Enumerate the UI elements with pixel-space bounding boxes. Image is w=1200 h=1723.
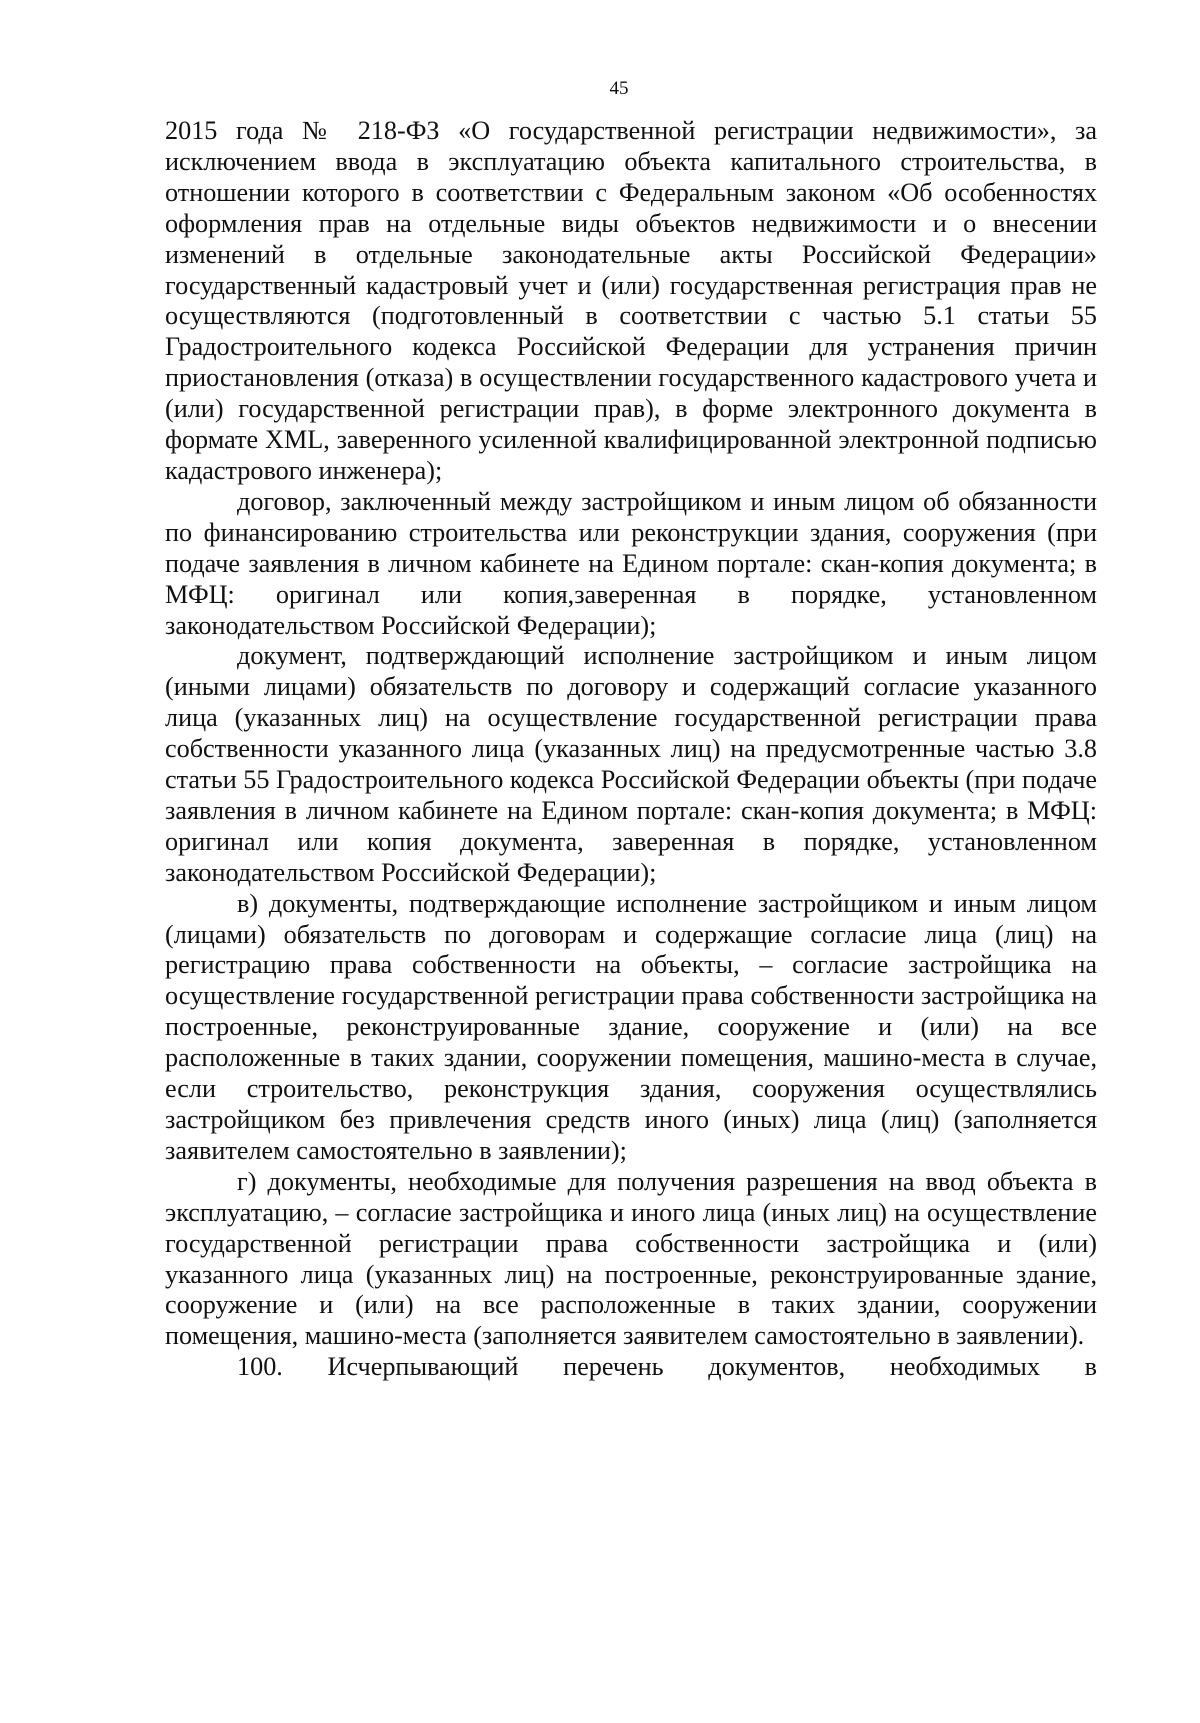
paragraph-document-confirmation: документ, подтверждающий исполнение застройщиком и иным лицом (иными лицами) обязательств по договору и содержащий согласие указанного лица (указанных лиц) на осуществление государственной регистрации права собственности указанного лица (указанных лиц) на предусмотренные частью 3.8 статьи 55 Градостроительного кодекса Российской Федерации объекты (при подаче заявления в личном кабинете на Едином портале: скан-копия документа; в МФЦ: оригинал или копия документа, заверенная в порядке, установленном законодательством Российской Федерации); — [165, 641, 1097, 887]
document-body — [165, 116, 1097, 1383]
paragraph-contract: договор, заключенный между застройщиком и иным лицом об обязанности по финансированию строительства или реконструкции здания, сооружения (при подаче заявления в личном кабинете на Едином портале: скан-копия документа; в МФЦ: оригинал или копия,заверенная в порядке, установленном законодательством Российской Федерации); — [165, 486, 1097, 640]
page-number: 45 — [609, 78, 629, 99]
paragraph-continuation: 2015 года № 218-ФЗ «О государственной регистрации недвижимости», за исключением ввода в эксплуатацию объекта капитального строительства, в отношении которого в соответствии с Федеральным законом «Об особенностях оформления прав на отдельные виды объектов недвижимости и о внесении изменений в отдельные законодательные акты Российской Федерации» государственный кадастровый учет и (или) государственная регистрация прав не осуществляются (подготовленный в соответствии с частью 5.1 статьи 55 Градостроительного кодекса Российской Федерации для устранения причин приостановления (отказа) в осуществлении государственного кадастрового учета и (или) государственной регистрации прав), в форме электронного документа в формате XML, заверенного усиленной квалифицированной электронной подписью кадастрового инженера); — [165, 116, 1097, 485]
paragraph-item-100: 100. Исчерпывающий перечень документов, необходимых в — [237, 1352, 1097, 1382]
paragraph-item-v: в) документы, подтверждающие исполнение застройщиком и иным лицом (лицами) обязательств по договорам и содержащие согласие лица (лиц) на регистрацию права собственности на объекты, – согласие застройщика на осуществление государственной регистрации права собственности застройщика на построенные, реконструированные здание, сооружение и (или) на все расположенные в таких здании, сооружении помещения, машино-места в случае, если строительство, реконструкция здания, сооружения осуществлялись застройщиком без привлечения средств иного (иных) лица (лиц) (заполняется заявителем самостоятельно в заявлении); — [165, 888, 1097, 1165]
paragraph-item-g: г) документы, необходимые для получения разрешения на ввод объекта в эксплуатацию, – согласие застройщика и иного лица (иных лиц) на осуществление государственной регистрации права собственности застройщика и (или) указанного лица (указанных лиц) на построенные, реконструированные здание, сооружение и (или) на все расположенные в таких здании, сооружении помещения, машино-места (заполняется заявителем самостоятельно в заявлении). — [165, 1166, 1097, 1351]
